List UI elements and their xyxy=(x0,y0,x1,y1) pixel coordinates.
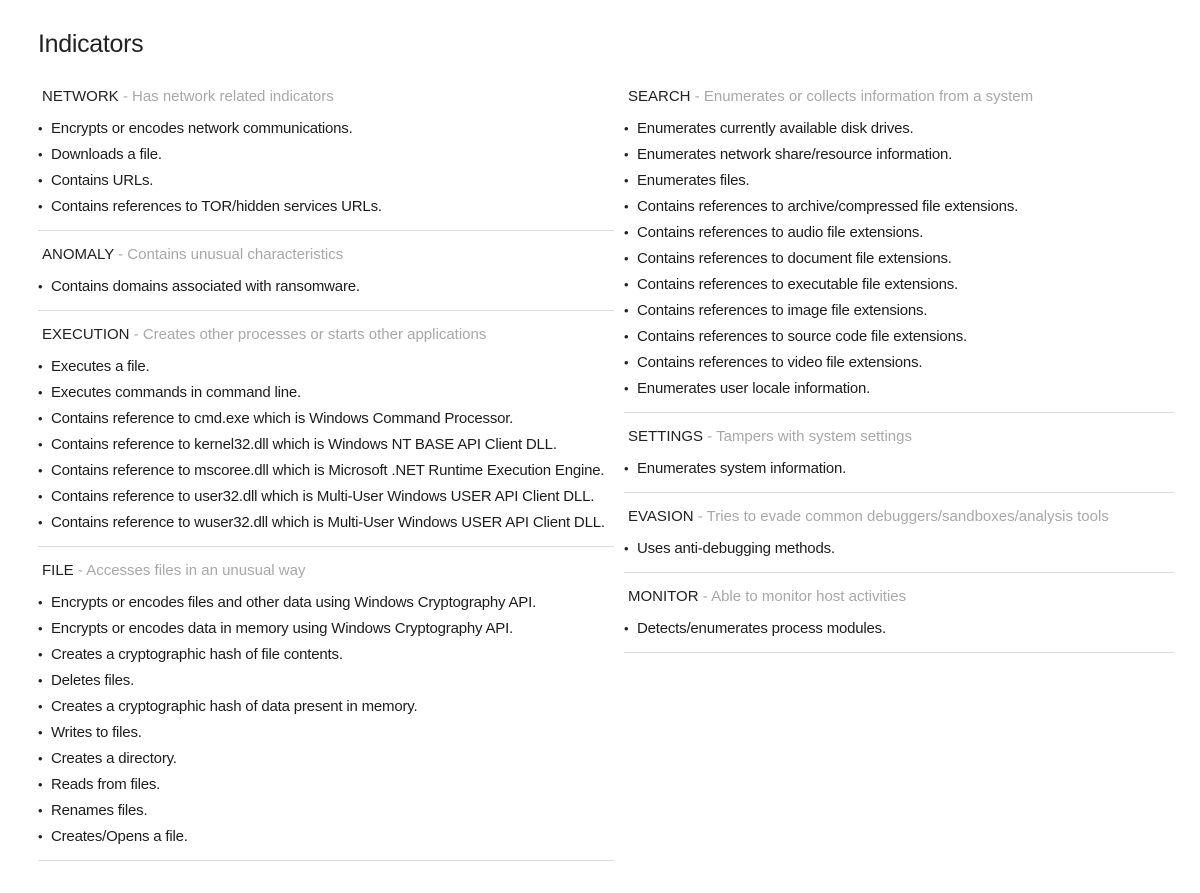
indicator-item xyxy=(38,590,614,616)
indicator-text: Contains reference to wuser32.dll which is Multi-User Windows USER API Client DLL. xyxy=(51,514,605,531)
section-name: NETWORK xyxy=(42,88,119,105)
bullet-icon: • xyxy=(38,385,43,400)
indicator-text: Enumerates system information. xyxy=(637,460,847,477)
indicator-item xyxy=(624,536,1174,562)
indicator-text: Enumerates network share/resource information. xyxy=(637,146,953,163)
bullet-icon: • xyxy=(624,381,629,396)
indicator-text: Contains reference to kernel32.dll which is Windows NT BASE API Client DLL. xyxy=(51,436,557,453)
indicator-text: Contains references to source code file extensions. xyxy=(637,328,967,345)
indicator-item xyxy=(624,116,1174,142)
indicator-item xyxy=(624,168,1174,194)
bullet-icon: • xyxy=(624,541,629,556)
section-search xyxy=(624,86,1174,413)
indicator-list xyxy=(38,354,614,536)
bullet-icon: • xyxy=(38,621,43,636)
indicator-text: Contains references to executable file extensions. xyxy=(637,276,959,293)
bullet-icon: • xyxy=(38,199,43,214)
bullet-icon: • xyxy=(38,751,43,766)
bullet-icon: • xyxy=(38,489,43,504)
indicator-item xyxy=(38,720,614,746)
indicator-text: Contains references to video file extensions. xyxy=(637,354,923,371)
bullet-icon: • xyxy=(38,829,43,844)
section-header xyxy=(624,86,1174,108)
indicator-item xyxy=(38,432,614,458)
bullet-icon: • xyxy=(624,121,629,136)
section-description: - Enumerates or collects information from a system xyxy=(690,88,1034,105)
indicator-text: Reads from files. xyxy=(51,776,161,793)
section-name: ANOMALY xyxy=(42,246,114,263)
indicator-text: Contains reference to mscoree.dll which is Microsoft .NET Runtime Execution Engine. xyxy=(51,462,605,479)
indicator-list xyxy=(624,536,1174,562)
indicator-item xyxy=(38,274,614,300)
indicator-text: Encrypts or encodes data in memory using Windows Cryptography API. xyxy=(51,620,514,637)
section-evasion xyxy=(624,506,1174,573)
section-description: - Tampers with system settings xyxy=(703,428,912,445)
section-description: - Accesses files in an unusual way xyxy=(73,562,306,579)
indicator-text: Contains domains associated with ransomware. xyxy=(51,278,360,295)
section-name: MONITOR xyxy=(628,588,699,605)
bullet-icon: • xyxy=(38,173,43,188)
indicator-text: Detects/enumerates process modules. xyxy=(637,620,886,637)
indicator-item xyxy=(624,142,1174,168)
indicator-list xyxy=(38,590,614,850)
indicator-list xyxy=(38,116,614,220)
section-header xyxy=(38,324,614,346)
indicator-text: Contains reference to cmd.exe which is Windows Command Processor. xyxy=(51,410,514,427)
indicator-text: Contains references to archive/compressed file extensions. xyxy=(637,198,1019,215)
indicator-item xyxy=(38,406,614,432)
indicator-item xyxy=(38,380,614,406)
bullet-icon: • xyxy=(38,411,43,426)
bullet-icon: • xyxy=(38,699,43,714)
indicator-text: Downloads a file. xyxy=(51,146,162,163)
indicator-item xyxy=(624,298,1174,324)
indicator-item xyxy=(38,168,614,194)
bullet-icon: • xyxy=(38,359,43,374)
bullet-icon: • xyxy=(624,199,629,214)
indicator-item xyxy=(38,746,614,772)
bullet-icon: • xyxy=(38,515,43,530)
indicator-text: Deletes files. xyxy=(51,672,135,689)
bullet-icon: • xyxy=(624,303,629,318)
indicator-text: Creates a directory. xyxy=(51,750,177,767)
indicator-list xyxy=(624,116,1174,402)
indicator-text: Encrypts or encodes network communications. xyxy=(51,120,353,137)
indicator-item xyxy=(38,116,614,142)
bullet-icon: • xyxy=(624,173,629,188)
indicator-item xyxy=(624,324,1174,350)
indicator-item xyxy=(624,456,1174,482)
section-anomaly xyxy=(38,244,614,311)
indicator-item xyxy=(38,616,614,642)
bullet-icon: • xyxy=(38,673,43,688)
indicator-item xyxy=(38,694,614,720)
indicator-item xyxy=(38,642,614,668)
indicator-text: Creates/Opens a file. xyxy=(51,828,188,845)
bullet-icon: • xyxy=(624,147,629,162)
indicator-text: Executes a file. xyxy=(51,358,150,375)
indicator-text: Contains URLs. xyxy=(51,172,154,189)
indicator-text: Uses anti-debugging methods. xyxy=(637,540,835,557)
indicator-text: Enumerates files. xyxy=(637,172,750,189)
indicator-list xyxy=(38,274,614,300)
section-description: - Tries to evade common debuggers/sandboxes/analysis tools xyxy=(693,508,1109,525)
section-header xyxy=(624,586,1174,608)
section-monitor xyxy=(624,586,1174,653)
indicator-text: Contains references to audio file extensions. xyxy=(637,224,924,241)
indicator-item xyxy=(624,272,1174,298)
section-description: - Contains unusual characteristics xyxy=(113,246,344,263)
section-name: SEARCH xyxy=(628,88,691,105)
bullet-icon: • xyxy=(38,803,43,818)
indicator-text: Enumerates currently available disk drives. xyxy=(637,120,914,137)
indicator-item xyxy=(624,616,1174,642)
bullet-icon: • xyxy=(624,251,629,266)
indicator-text: Creates a cryptographic hash of file contents. xyxy=(51,646,343,663)
indicator-item xyxy=(38,510,614,536)
bullet-icon: • xyxy=(624,225,629,240)
indicator-list xyxy=(624,456,1174,482)
section-name: SETTINGS xyxy=(628,428,704,445)
indicator-item xyxy=(624,220,1174,246)
indicator-item xyxy=(38,458,614,484)
indicator-text: Renames files. xyxy=(51,802,148,819)
indicator-item xyxy=(624,246,1174,272)
indicator-item xyxy=(38,798,614,824)
indicator-list xyxy=(624,616,1174,642)
indicator-text: Writes to files. xyxy=(51,724,142,741)
section-execution xyxy=(38,324,614,547)
indicator-item xyxy=(38,824,614,850)
bullet-icon: • xyxy=(38,463,43,478)
indicator-text: Contains references to image file extensions. xyxy=(637,302,928,319)
bullet-icon: • xyxy=(38,147,43,162)
section-file xyxy=(38,560,614,861)
section-header xyxy=(38,244,614,266)
indicator-item xyxy=(624,376,1174,402)
right-column xyxy=(624,86,1174,666)
section-description: - Creates other processes or starts other applications xyxy=(129,326,487,343)
bullet-icon: • xyxy=(38,647,43,662)
bullet-icon: • xyxy=(624,329,629,344)
bullet-icon: • xyxy=(38,437,43,452)
section-name: EXECUTION xyxy=(42,326,130,343)
section-name: FILE xyxy=(42,562,74,579)
bullet-icon: • xyxy=(624,621,629,636)
indicator-text: Executes commands in command line. xyxy=(51,384,301,401)
indicator-text: Contains references to TOR/hidden services URLs. xyxy=(51,198,382,215)
indicator-text: Encrypts or encodes files and other data using Windows Cryptography API. xyxy=(51,594,537,611)
bullet-icon: • xyxy=(38,121,43,136)
page-title: Indicators xyxy=(38,30,144,58)
section-description: - Has network related indicators xyxy=(118,88,334,105)
indicator-item xyxy=(624,194,1174,220)
indicator-text: Contains reference to user32.dll which is Multi-User Windows USER API Client DLL. xyxy=(51,488,595,505)
bullet-icon: • xyxy=(624,277,629,292)
indicator-text: Creates a cryptographic hash of data present in memory. xyxy=(51,698,418,715)
indicator-item xyxy=(38,484,614,510)
bullet-icon: • xyxy=(38,725,43,740)
section-header xyxy=(624,426,1174,448)
section-header xyxy=(624,506,1174,528)
indicator-item xyxy=(38,772,614,798)
left-column xyxy=(38,86,614,874)
section-header xyxy=(38,560,614,582)
bullet-icon: • xyxy=(38,279,43,294)
section-description: - Able to monitor host activities xyxy=(698,588,907,605)
indicator-item xyxy=(38,354,614,380)
indicator-item xyxy=(38,194,614,220)
indicator-item xyxy=(624,350,1174,376)
section-header xyxy=(38,86,614,108)
section-name: EVASION xyxy=(628,508,694,525)
section-network xyxy=(38,86,614,231)
indicator-item xyxy=(38,142,614,168)
bullet-icon: • xyxy=(624,355,629,370)
indicator-text: Enumerates user locale information. xyxy=(637,380,871,397)
section-settings xyxy=(624,426,1174,493)
indicator-item xyxy=(38,668,614,694)
bullet-icon: • xyxy=(38,777,43,792)
bullet-icon: • xyxy=(624,461,629,476)
indicator-text: Contains references to document file extensions. xyxy=(637,250,952,267)
bullet-icon: • xyxy=(38,595,43,610)
